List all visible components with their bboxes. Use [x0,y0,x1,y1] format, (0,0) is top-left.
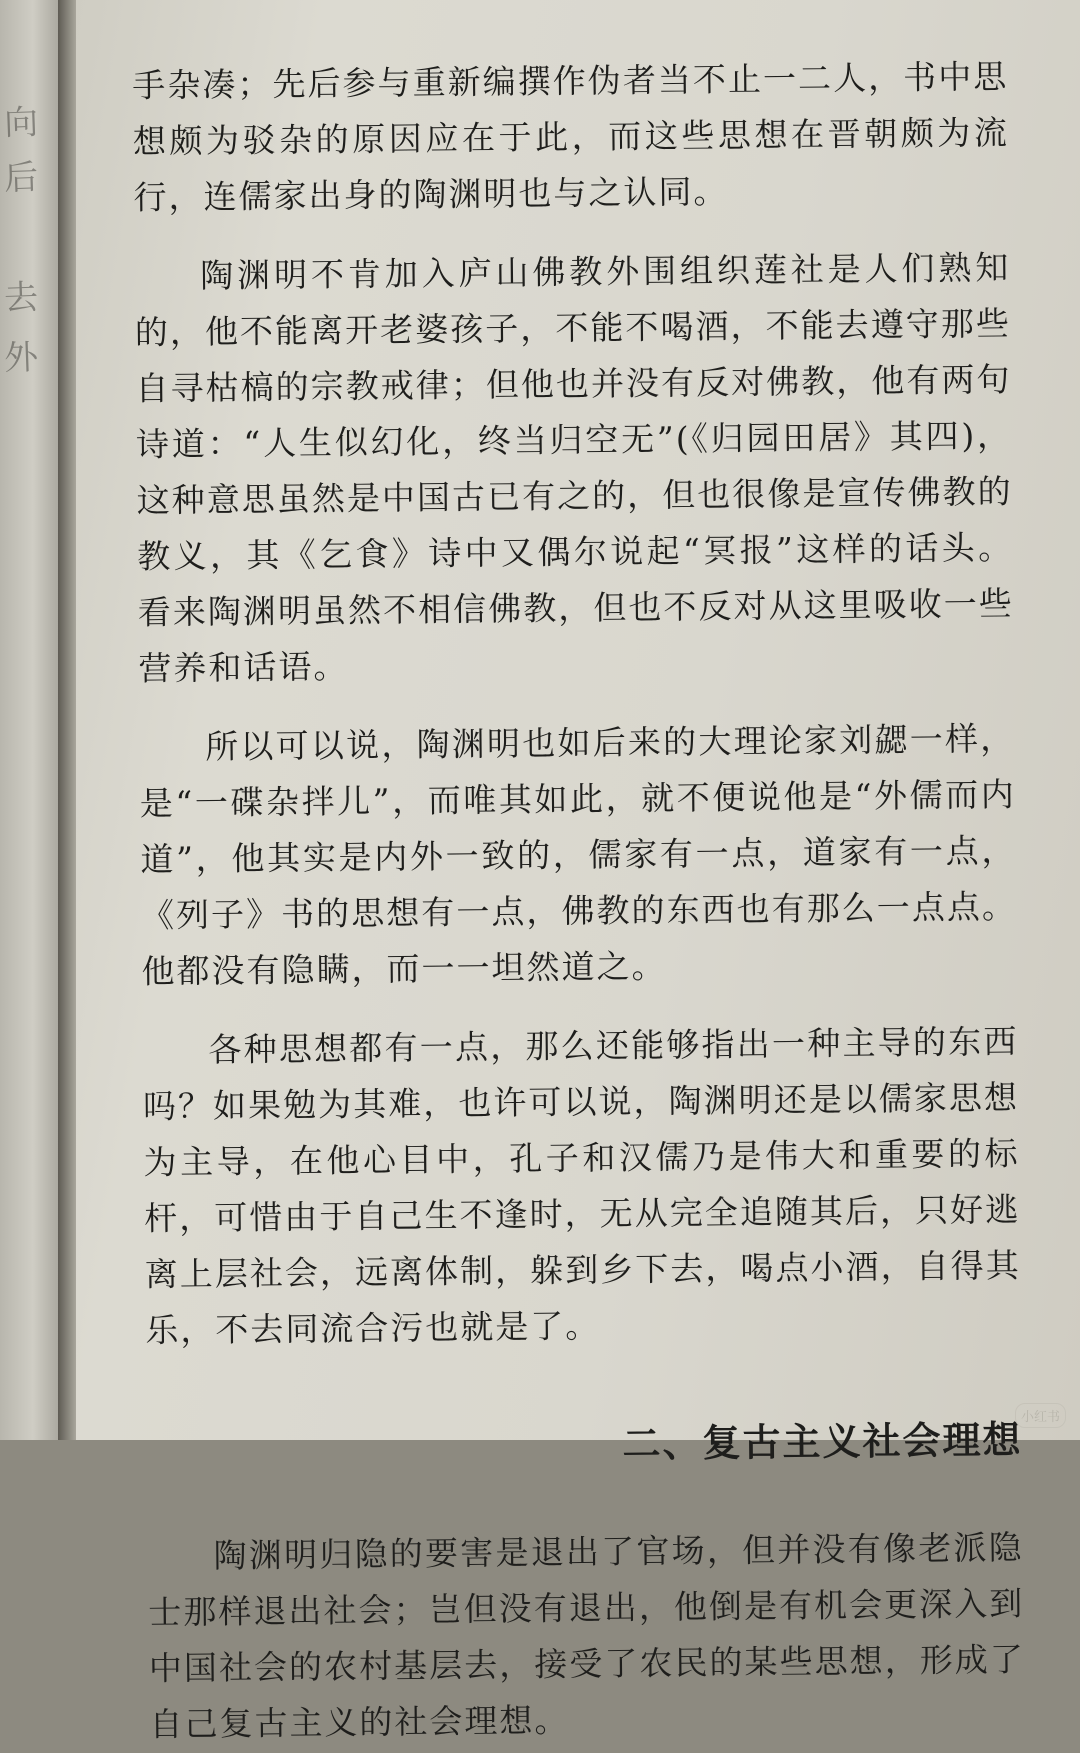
paragraph-confucian-lead: 各种思想都有一点，那么还能够指出一种主导的东西吗？如果勉为其难，也许可以说，陶渊明还是以儒家思想为主导，在他心目中，孔子和汉儒乃是伟大和重要的标杆，可惜由于自己生不逢时，无从完全追随其后，只好逃离上层社会，远离体制，躲到乡下去，喝点小酒，自得其乐，不去同流合污也就是了。 [142,1021,1021,1350]
paragraph-continued: 手杂凑；先后参与重新编撰作伪者当不止一二人，书中思想颇为驳杂的原因应在于此，而这些思想在晋朝颇为流行，连儒家出身的陶渊明也与之认同。 [132,56,1010,217]
left-page-fragment: 外 [3,337,39,379]
section-heading: 二、复古主义社会理想 [622,1416,1023,1466]
left-page-edge [0,0,60,1440]
watermark-logo: 小红书 [1015,1403,1066,1428]
left-page-fragment: 去 [3,277,39,319]
page-text-block [132,49,1026,1753]
book-page [76,0,1080,1744]
paragraph-lianshe: 陶渊明不肯加入庐山佛教外围组织莲社是人们熟知的，他不能离开老婆孩子，不能不喝酒，不能去遵守那些自寻枯槁的宗教戒律；但他也并没有反对佛教，他有两句诗道：“人生似幻化，终当归空无”(《归园田居》其四)，这种意思虽然是中国古已有之的，但也很像是宣传佛教的教义，其《乞食》诗中又偶尔说起“冥报”这样的话头。看来陶渊明虽然不相信佛教，但也不反对从这里吸收一些营养和话语。 [134,247,1014,688]
left-page-fragment: 后 [3,157,39,199]
left-page-fragment: 向 [3,102,39,144]
paragraph-mixed-thought: 所以可以说，陶渊明也如后来的大理论家刘勰一样，是“一碟杂拌儿”，而唯其如此，就不便说他是“外儒而内道”，他其实是内外一致的，儒家有一点，道家有一点，《列子》书的思想有一点，佛教的东西也有那么一点点。他都没有隐瞒，而一一坦然道之。 [139,718,1018,991]
paragraph-retreat: 陶渊明归隐的要害是退出了官场，但并没有像老派隐士那样退出社会；岂但没有退出，他倒是有机会更深入到中国社会的农村基层去，接受了农民的某些思想，形成了自己复古主义的社会理想。 [148,1527,1026,1744]
